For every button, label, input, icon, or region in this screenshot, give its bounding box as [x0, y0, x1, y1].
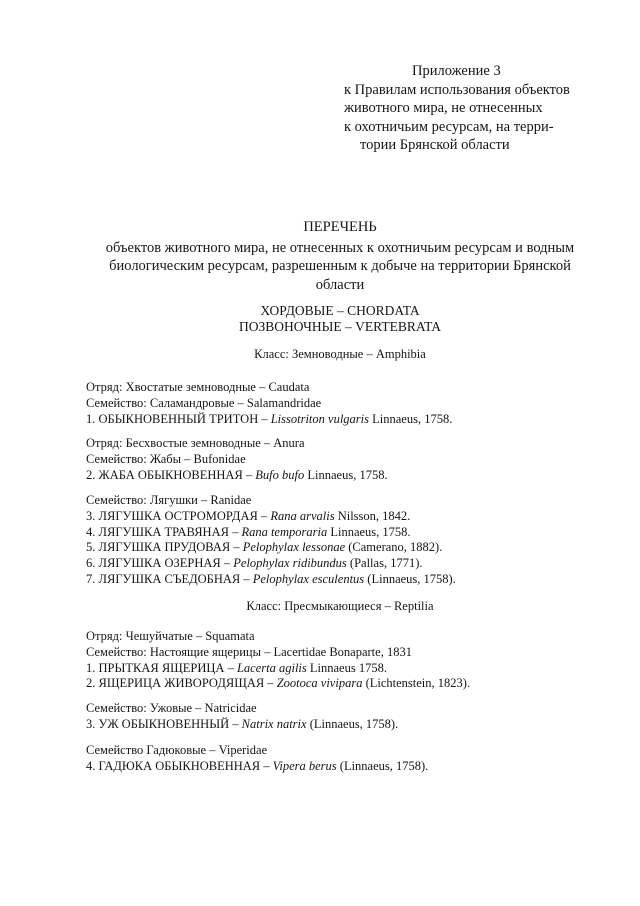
- appendix-line: животного мира, не отнесенных: [344, 100, 543, 117]
- taxon-heading: Семейство: Жабы – Bufonidae: [86, 451, 246, 466]
- species-name: 7. ЛЯГУШКА СЪЕДОБНАЯ –: [86, 571, 253, 586]
- document-title: [40, 218, 640, 294]
- species-name: 2. ЖАБА ОБЫКНОВЕННАЯ –: [86, 467, 256, 482]
- appendix-line: к охотничьим ресурсам, на терри-: [344, 118, 554, 135]
- appendix-line: к Правилам использования объектов: [344, 81, 570, 98]
- species-latin-name: Zootoca vivipara: [276, 676, 363, 691]
- subphylum-label: ПОЗВОНОЧНЫЕ – VERTEBRATA: [238, 318, 442, 334]
- species-item: [86, 412, 606, 428]
- species-item: [86, 717, 606, 733]
- taxa-header: [40, 303, 640, 334]
- phylum-label: ХОРДОВЫЕ – CHORDATA: [260, 303, 420, 318]
- taxon-heading: Семейство Гадюковые – Viperidae: [86, 743, 268, 757]
- species-author: (Linnaeus, 1758).: [336, 758, 429, 773]
- taxon-group: [86, 629, 606, 692]
- taxon-heading: Отряд: Чешуйчатые – Squamata: [86, 629, 255, 643]
- species-latin-name: Natrix natrix: [241, 716, 307, 731]
- subtitle-line: области: [315, 276, 365, 293]
- species-latin-name: Vipera berus: [272, 758, 337, 773]
- species-author: (Pallas, 1771).: [346, 556, 423, 571]
- taxon-group: [86, 380, 606, 427]
- taxon-heading: Отряд: Бесхвостые земноводные – Anura: [86, 436, 305, 450]
- species-item: [86, 661, 606, 677]
- species-name: 4. ГАДЮКА ОБЫКНОВЕННАЯ –: [86, 758, 273, 773]
- species-author: Linnaeus, 1758.: [304, 467, 388, 482]
- species-item: [86, 509, 606, 525]
- species-author: (Camerano, 1882).: [345, 540, 443, 555]
- species-item: [86, 572, 606, 588]
- species-latin-name: Lissotriton vulgaris: [270, 411, 370, 426]
- appendix-line: тории Брянской области: [360, 137, 510, 154]
- species-latin-name: Lacerta agilis: [236, 660, 307, 675]
- species-latin-name: Pelophylax ridibundus: [233, 556, 347, 571]
- species-item: [86, 676, 606, 692]
- species-latin-name: Bufo bufo: [255, 467, 305, 482]
- species-item: [86, 556, 606, 572]
- species-item: [86, 540, 606, 556]
- species-name: 3. ЛЯГУШКА ОСТРОМОРДАЯ –: [86, 508, 271, 523]
- species-name: 4. ЛЯГУШКА ТРАВЯНАЯ –: [86, 524, 242, 539]
- taxon-heading: Отряд: Хвостатые земноводные – Caudata: [86, 380, 310, 394]
- taxon-group: [86, 436, 606, 483]
- species-author: (Lichtenstein, 1823).: [362, 676, 471, 691]
- species-item: [86, 759, 606, 775]
- species-item: [86, 468, 606, 484]
- appendix-note: [344, 62, 614, 155]
- species-author: Linnaeus, 1758.: [327, 524, 411, 539]
- species-latin-name: Pelophylax esculentus: [252, 571, 365, 586]
- species-name: 5. ЛЯГУШКА ПРУДОВАЯ –: [86, 540, 243, 555]
- class-heading-reptilia: Класс: Пресмыкающиеся – Reptilia: [246, 599, 434, 613]
- subtitle-line: биологическим ресурсам, разрешенным к добыче на территории Брянской: [109, 258, 571, 275]
- class-heading-amphibia: Класс: Земноводные – Amphibia: [254, 347, 426, 361]
- taxon-group: [86, 743, 606, 775]
- taxon-group: [86, 701, 606, 733]
- species-name: 1. ОБЫКНОВЕННЫЙ ТРИТОН –: [86, 411, 271, 426]
- species-author: Linnaeus 1758.: [306, 660, 387, 675]
- species-name: 1. ПРЫТКАЯ ЯЩЕРИЦА –: [86, 660, 237, 675]
- species-author: (Linnaeus, 1758).: [364, 571, 456, 586]
- species-name: 2. ЯЩЕРИЦА ЖИВОРОДЯЩАЯ –: [86, 676, 277, 691]
- species-latin-name: Rana arvalis: [270, 508, 335, 523]
- species-name: 6. ЛЯГУШКА ОЗЕРНАЯ –: [86, 556, 234, 571]
- taxon-heading: Семейство: Настоящие ящерицы – Lacertidae Bonaparte, 1831: [86, 644, 412, 659]
- species-author: (Linnaeus, 1758).: [306, 716, 399, 731]
- subtitle-line: объектов животного мира, не отнесенных к охотничьим ресурсам и водным: [105, 239, 575, 256]
- taxon-heading: Семейство: Саламандровые – Salamandridae: [86, 395, 322, 410]
- species-latin-name: Pelophylax lessonae: [242, 540, 346, 555]
- species-name: 3. УЖ ОБЫКНОВЕННЫЙ –: [86, 716, 242, 731]
- taxon-group: [86, 493, 606, 588]
- taxon-heading: Семейство: Ужовые – Natricidae: [86, 701, 257, 715]
- taxon-heading: Семейство: Лягушки – Ranidae: [86, 493, 252, 507]
- species-latin-name: Rana temporaria: [241, 524, 328, 539]
- appendix-number: Приложение 3: [412, 63, 501, 79]
- page-title: ПЕРЕЧЕНЬ: [303, 219, 377, 235]
- species-author: Nilsson, 1842.: [334, 508, 411, 523]
- species-item: [86, 525, 606, 541]
- species-author: Linnaeus, 1758.: [369, 411, 453, 426]
